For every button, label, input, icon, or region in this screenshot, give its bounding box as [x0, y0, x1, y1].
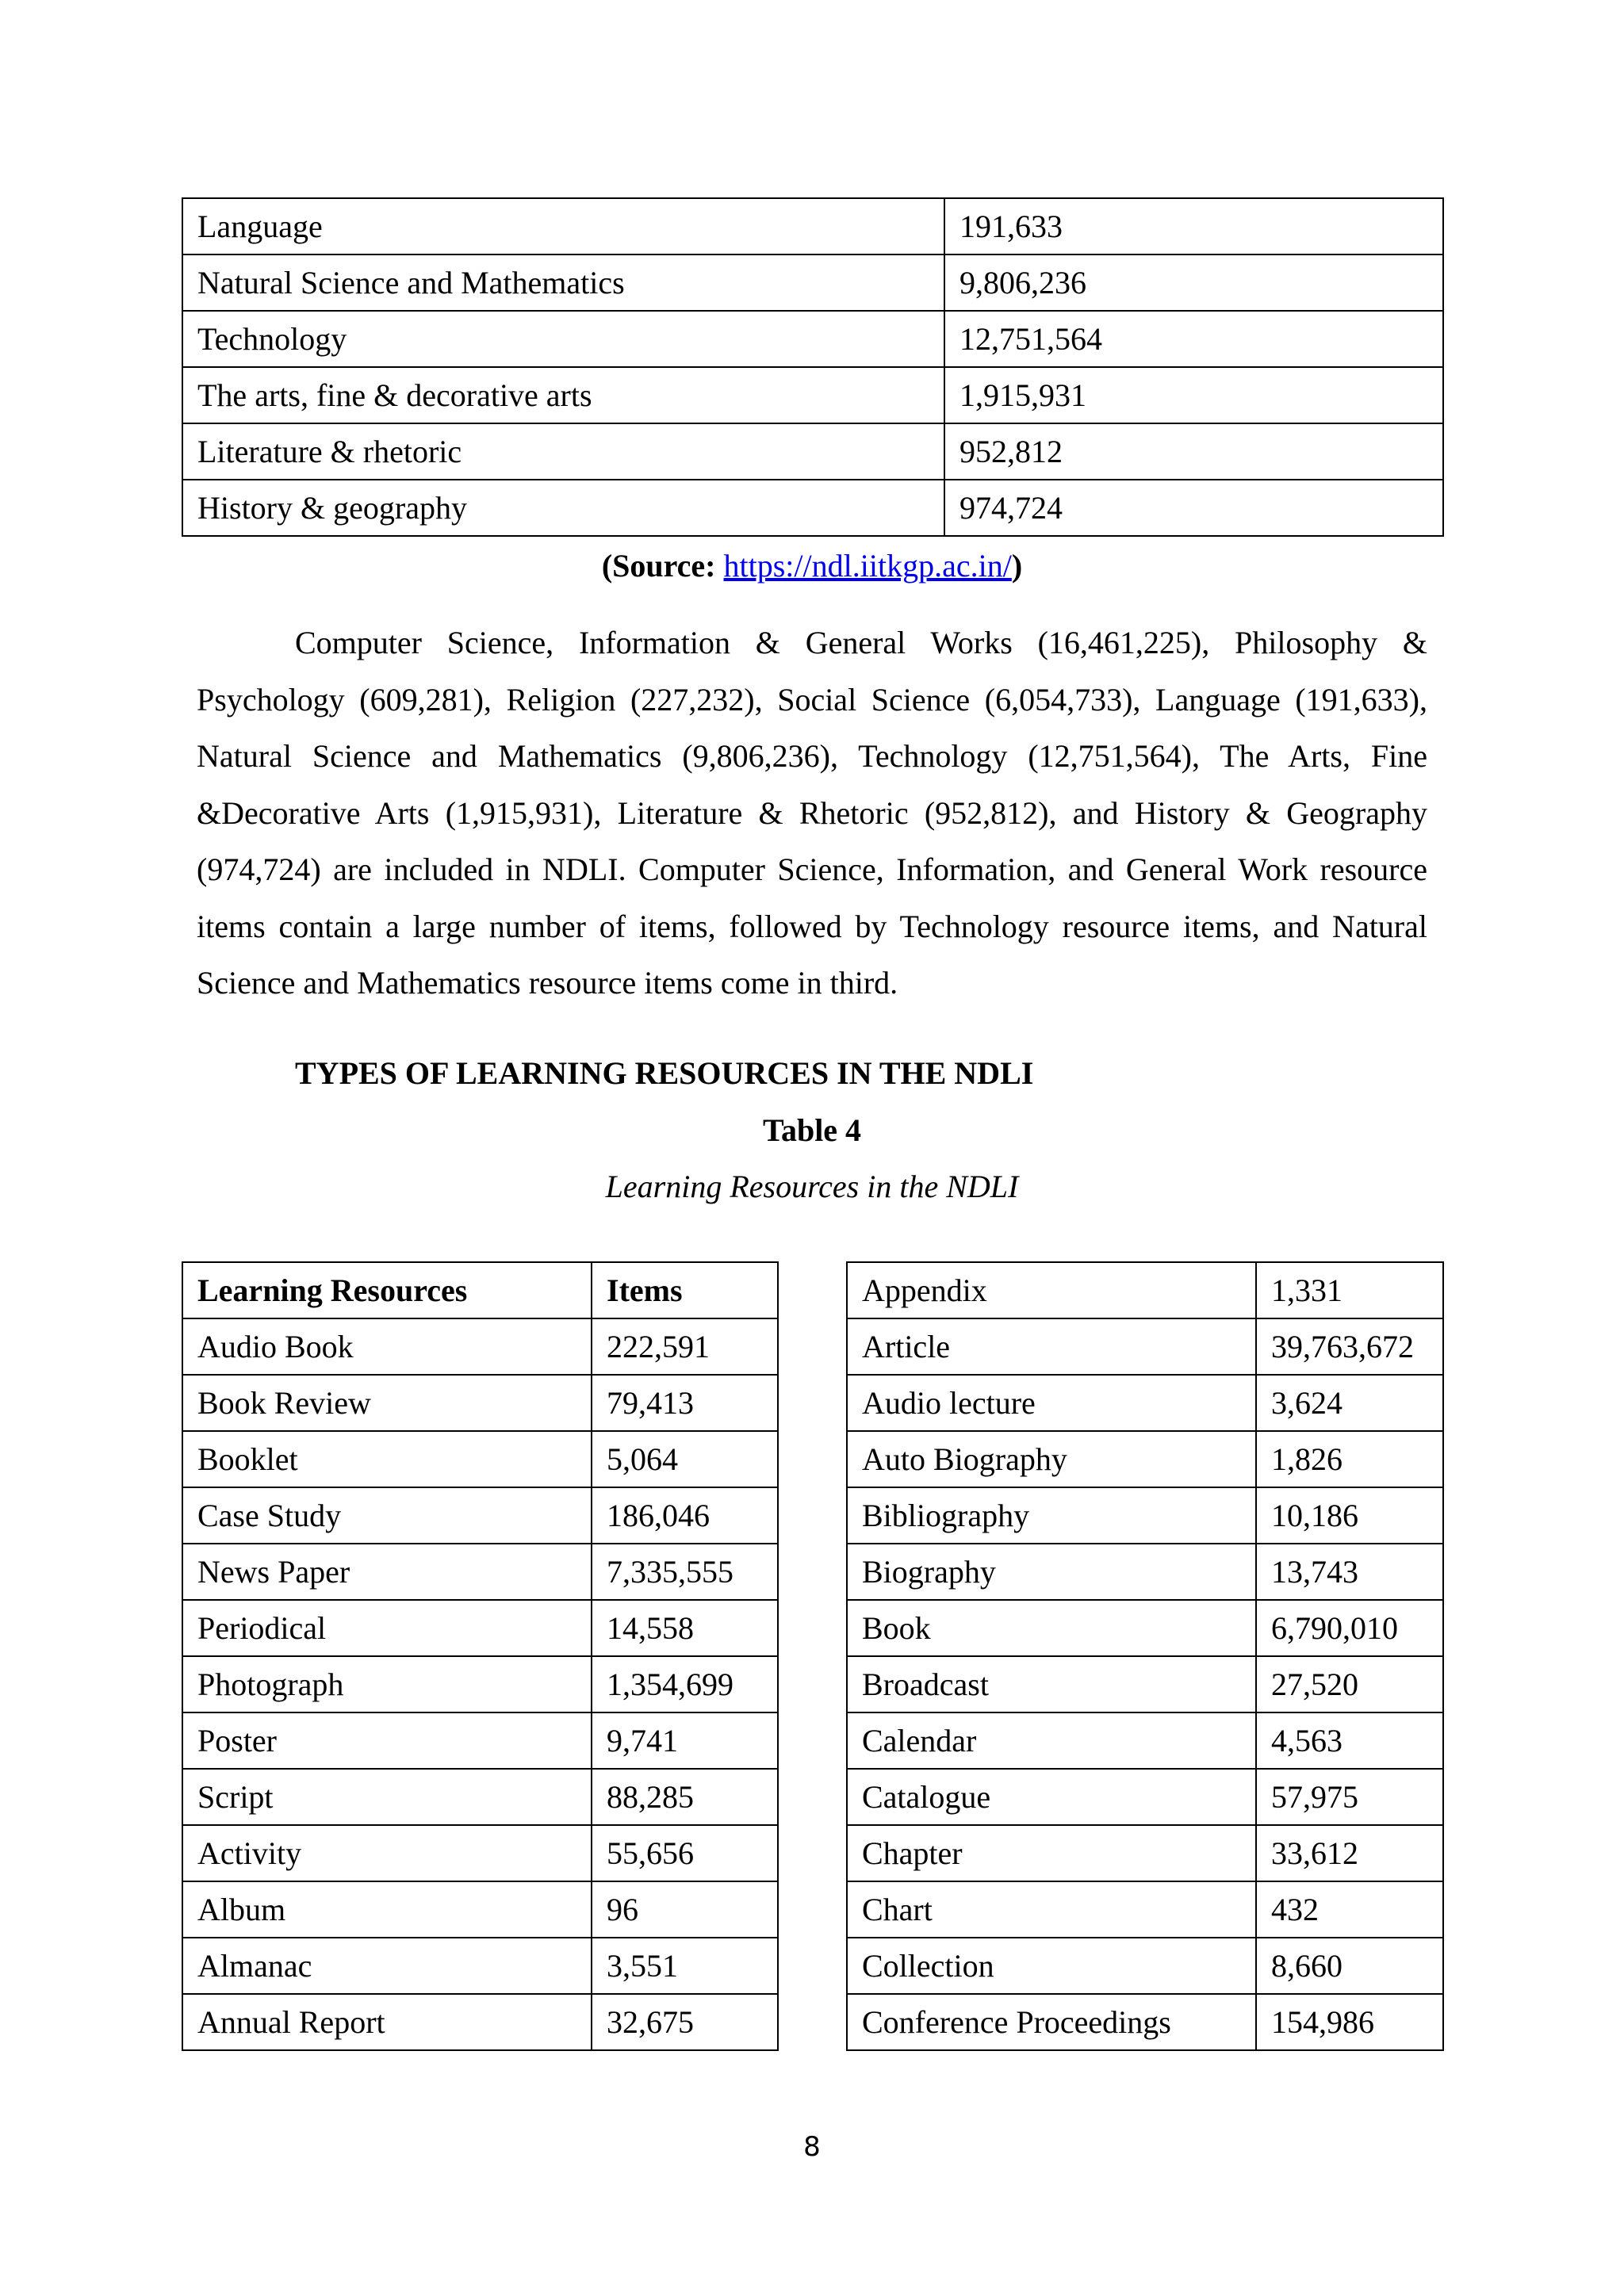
row-label: Periodical [182, 1600, 592, 1656]
row-value: 1,915,931 [944, 367, 1443, 423]
source-label: (Source: [601, 548, 716, 584]
source-link[interactable]: https://ndl.iitkgp.ac.in/ [723, 548, 1012, 584]
row-value: 5,064 [592, 1431, 778, 1487]
row-value: 1,354,699 [592, 1656, 778, 1712]
row-value: 10,186 [1256, 1487, 1443, 1544]
table-row [182, 1656, 778, 1712]
table-row [182, 1825, 778, 1881]
table-row [847, 1262, 1443, 1318]
table-row [182, 1375, 778, 1431]
row-value: 13,743 [1256, 1544, 1443, 1600]
row-label: Photograph [182, 1656, 592, 1712]
row-label: Book [847, 1600, 1256, 1656]
row-value: 12,751,564 [944, 311, 1443, 367]
row-label: Chapter [847, 1825, 1256, 1881]
table-row [182, 1994, 778, 2050]
table-row [847, 1994, 1443, 2050]
table-row [847, 1600, 1443, 1656]
row-label: Calendar [847, 1712, 1256, 1769]
table-row [847, 1881, 1443, 1938]
table-row [182, 1600, 778, 1656]
row-label: Auto Biography [847, 1431, 1256, 1487]
subject-distribution-table [182, 197, 1444, 537]
row-value: 39,763,672 [1256, 1318, 1443, 1375]
row-value: 33,612 [1256, 1825, 1443, 1881]
table-header-row [182, 1262, 778, 1318]
table-row [182, 198, 1443, 254]
row-value: 3,624 [1256, 1375, 1443, 1431]
row-value: 79,413 [592, 1375, 778, 1431]
row-value: 57,975 [1256, 1769, 1443, 1825]
table-row [847, 1656, 1443, 1712]
header-resource: Learning Resources [182, 1262, 592, 1318]
table-row [182, 1769, 778, 1825]
row-value: 432 [1256, 1881, 1443, 1938]
row-value: 222,591 [592, 1318, 778, 1375]
row-label: Natural Science and Mathematics [182, 254, 944, 311]
row-value: 974,724 [944, 480, 1443, 536]
table-row [847, 1487, 1443, 1544]
row-label: Collection [847, 1938, 1256, 1994]
table-row [847, 1544, 1443, 1600]
row-label: Album [182, 1881, 592, 1938]
row-value: 27,520 [1256, 1656, 1443, 1712]
table-row [182, 1318, 778, 1375]
table-row [182, 1712, 778, 1769]
table-row [182, 1938, 778, 1994]
table-row [847, 1938, 1443, 1994]
page-number: 8 [803, 2131, 821, 2163]
row-label: Activity [182, 1825, 592, 1881]
table-row [182, 1431, 778, 1487]
row-label: Appendix [847, 1262, 1256, 1318]
table-number: Table 4 [762, 1112, 862, 1148]
row-value: 14,558 [592, 1600, 778, 1656]
table-row [847, 1318, 1443, 1375]
table-row [182, 254, 1443, 311]
row-label: Book Review [182, 1375, 592, 1431]
learning-resources-table-right [846, 1261, 1444, 2051]
row-label: Script [182, 1769, 592, 1825]
row-value: 32,675 [592, 1994, 778, 2050]
row-label: Biography [847, 1544, 1256, 1600]
row-value: 3,551 [592, 1938, 778, 1994]
row-label: Audio lecture [847, 1375, 1256, 1431]
learning-resources-table-left [182, 1261, 779, 2051]
row-label: Broadcast [847, 1656, 1256, 1712]
table-row [847, 1769, 1443, 1825]
row-label: Conference Proceedings [847, 1994, 1256, 2050]
row-label: News Paper [182, 1544, 592, 1600]
header-items: Items [592, 1262, 778, 1318]
table-row [182, 480, 1443, 536]
row-label: Almanac [182, 1938, 592, 1994]
table-row [182, 1487, 778, 1544]
section-heading: TYPES OF LEARNING RESOURCES IN THE NDLI [295, 1055, 1034, 1091]
row-label: Audio Book [182, 1318, 592, 1375]
table-row [182, 311, 1443, 367]
table-row [847, 1431, 1443, 1487]
table-caption: Learning Resources in the NDLI [605, 1169, 1019, 1204]
row-value: 4,563 [1256, 1712, 1443, 1769]
row-value: 6,790,010 [1256, 1600, 1443, 1656]
row-label: Chart [847, 1881, 1256, 1938]
row-value: 9,806,236 [944, 254, 1443, 311]
row-value: 96 [592, 1881, 778, 1938]
table-source-note [0, 547, 1624, 584]
row-label: Case Study [182, 1487, 592, 1544]
table-row [847, 1825, 1443, 1881]
table-row [182, 1881, 778, 1938]
row-label: Annual Report [182, 1994, 592, 2050]
row-value: 8,660 [1256, 1938, 1443, 1994]
table-row [847, 1712, 1443, 1769]
row-value: 191,633 [944, 198, 1443, 254]
row-value: 7,335,555 [592, 1544, 778, 1600]
body-paragraph: Computer Science, Information & General Works (16,461,225), Philosophy & Psychology (609,281), Religion (227,232), Social Science (6,054,733), Language (191,633), Natural Science and Mathematics (9,806,236), Technology (12,751,564), The Arts, Fine &Decorative Arts (1,915,931), Literature & Rhetoric (952,812), and History & Geography (974,724) are included in NDLI. Computer Science, Information, and General Work resource items contain a large number of items, followed by Technology resource items, and Natural Science and Mathematics resource items come in third. [197, 625, 1427, 1001]
row-value: 952,812 [944, 423, 1443, 480]
row-label: The arts, fine & decorative arts [182, 367, 944, 423]
row-value: 55,656 [592, 1825, 778, 1881]
table-row [182, 367, 1443, 423]
row-label: Booklet [182, 1431, 592, 1487]
row-label: Bibliography [847, 1487, 1256, 1544]
row-value: 88,285 [592, 1769, 778, 1825]
row-value: 154,986 [1256, 1994, 1443, 2050]
row-value: 1,331 [1256, 1262, 1443, 1318]
table-row [182, 423, 1443, 480]
row-label: Catalogue [847, 1769, 1256, 1825]
row-label: Technology [182, 311, 944, 367]
row-value: 186,046 [592, 1487, 778, 1544]
row-label: History & geography [182, 480, 944, 536]
row-label: Language [182, 198, 944, 254]
source-close: ) [1011, 548, 1023, 584]
row-label: Poster [182, 1712, 592, 1769]
table-row [847, 1375, 1443, 1431]
row-value: 1,826 [1256, 1431, 1443, 1487]
row-value: 9,741 [592, 1712, 778, 1769]
row-label: Article [847, 1318, 1256, 1375]
table-row [182, 1544, 778, 1600]
row-label: Literature & rhetoric [182, 423, 944, 480]
